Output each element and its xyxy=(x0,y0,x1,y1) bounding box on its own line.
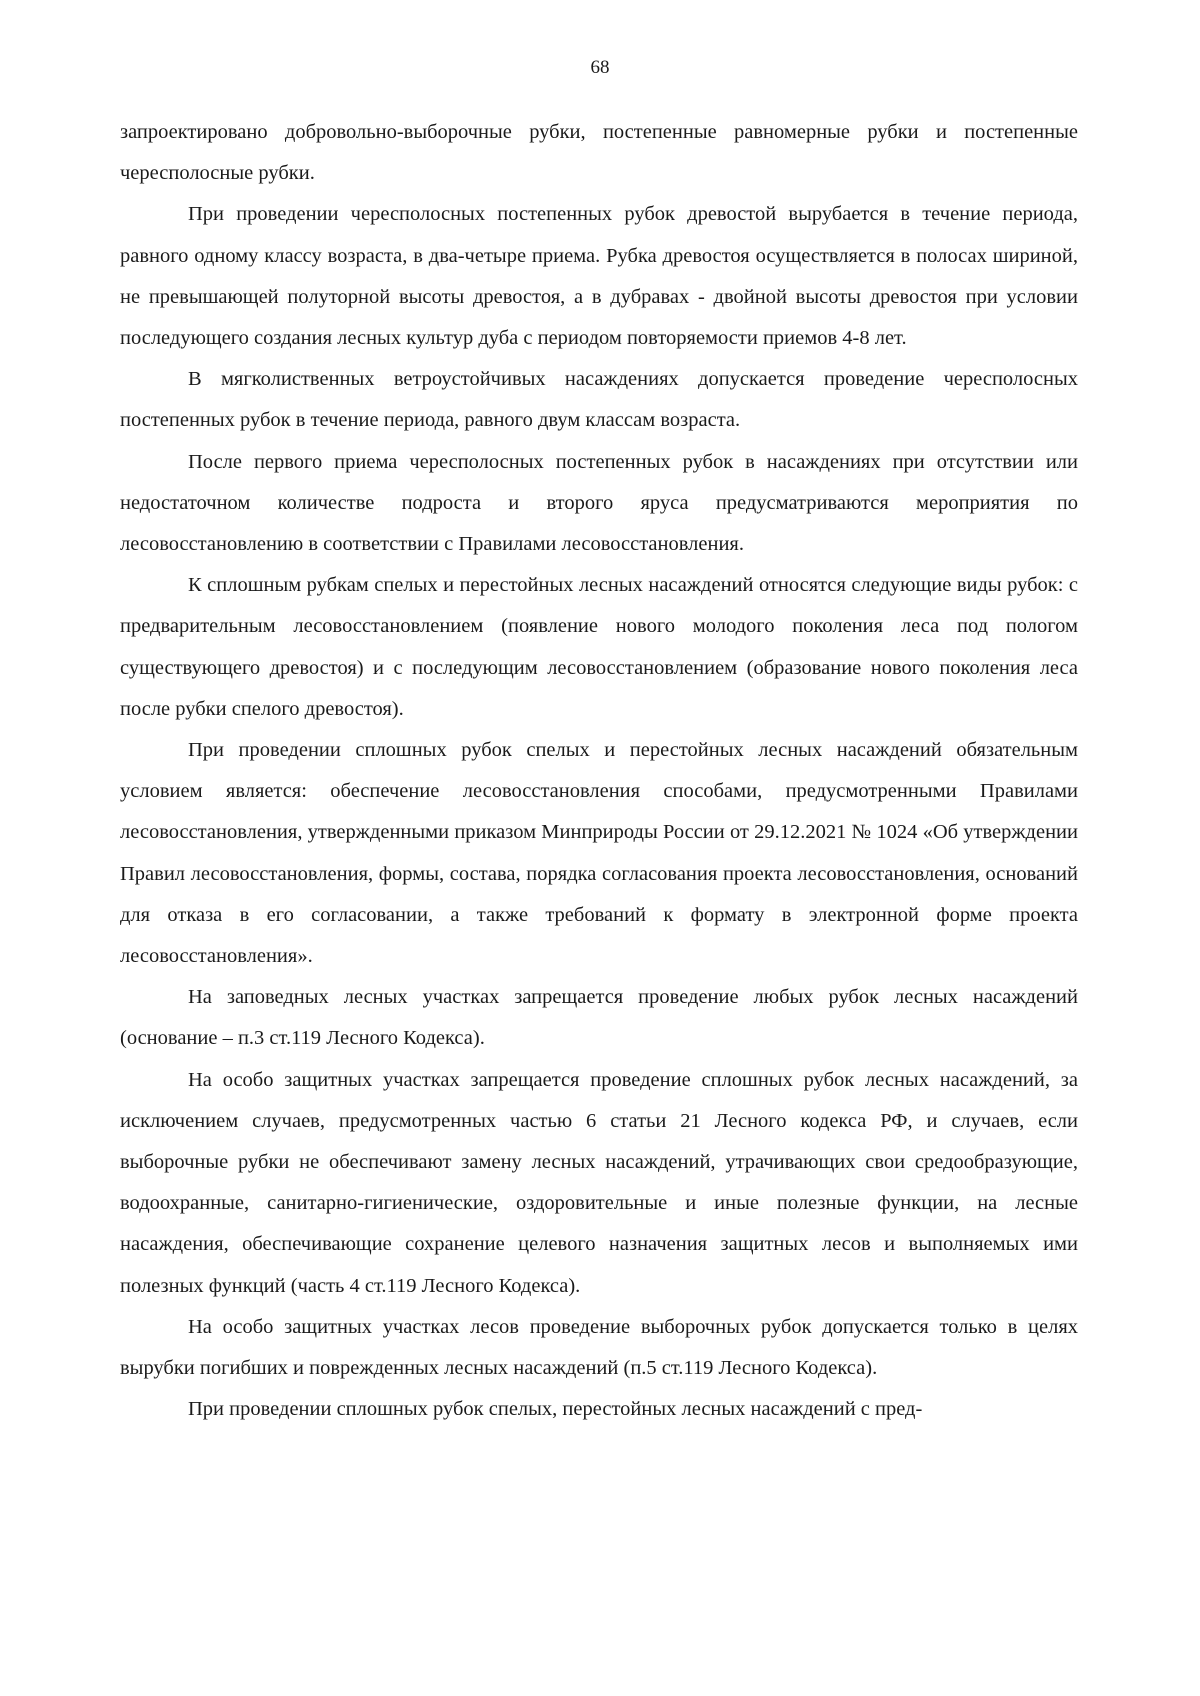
paragraph-reserved-plots: На заповедных лесных участках запрещается проведение любых рубок лесных насаждений (основание – п.3 ст.119 Лесного Кодекса). xyxy=(120,986,1078,1050)
paragraph-strip-felling: При проведении чересполосных постепенных рубок древостой вырубается в течение периода, равного одному классу возраста, в два-четыре приема. Рубка древостоя осуществляется в полосах шириной, не превышающей полуторной высоты древостоя, а в дубравах - двойной высоты древостоя при условии последующего создания лесных культур дуба с периодом повторяемости приемов 4-8 лет. xyxy=(120,203,1078,350)
page-number: 68 xyxy=(590,57,610,78)
document-body xyxy=(120,112,1078,1431)
paragraph-after-first-stage: После первого приема чересполосных постепенных рубок в насаждениях при отсутствии или недостаточном количестве подроста и второго яруса предусматриваются мероприятия по лесовосстановлению в соответствии с Правилами лесовосстановления. xyxy=(120,450,1078,556)
paragraph-continuation: запроектировано добровольно-выборочные рубки, постепенные равномерные рубки и постепенные чересполосные рубки. xyxy=(120,121,1078,185)
paragraph-final-truncated: При проведении сплошных рубок спелых, перестойных лесных насаждений с пред- xyxy=(188,1398,923,1421)
paragraph-protective-plots-selective: На особо защитных участках лесов проведение выборочных рубок допускается только в целях вырубки погибших и поврежденных лесных насаждений (п.5 ст.119 Лесного Кодекса). xyxy=(120,1315,1078,1380)
paragraph-protective-plots-clear: На особо защитных участках запрещается проведение сплошных рубок лесных насаждений, за исключением случаев, предусмотренных частью 6 статьи 21 Лесного кодекса РФ, и случаев, если выборочные рубки не обеспечивают замену лесных насаждений, утрачивающих свои средообразующие, водоохранные, санитарно-гигиенические, оздоровительные и иные полезные функции, на лесные насаждения, обеспечивающие сохранение целевого назначения защитных лесов и выполняемых ими полезных функций (часть 4 ст.119 Лесного Кодекса). xyxy=(120,1068,1078,1297)
paragraph-clear-felling-types: К сплошным рубкам спелых и перестойных лесных насаждений относятся следующие виды рубок: с предварительным лесовосстановлением (появление нового молодого поколения леса под пологом существующего древостоя) и с последующим лесовосстановлением (образование нового поколения леса после рубки спелого древостоя). xyxy=(120,574,1078,720)
paragraph-mandatory-condition: При проведении сплошных рубок спелых и перестойных лесных насаждений обязательным условием является: обеспечение лесовосстановления способами, предусмотренными Правилами лесовосстановления, утвержденными приказом Минприроды России от 29.12.2021 № 1024 «Об утверждении Правил лесовосстановления, формы, состава, порядка согласования проекта лесовосстановления, оснований для отказа в его согласовании, а также требований к формату в электронной форме проекта лесовосстановления». xyxy=(120,739,1078,968)
paragraph-softwood-stands: В мягколиственных ветроустойчивых насаждениях допускается проведение чересполосных постепенных рубок в течение периода, равного двум классам возраста. xyxy=(120,368,1078,432)
